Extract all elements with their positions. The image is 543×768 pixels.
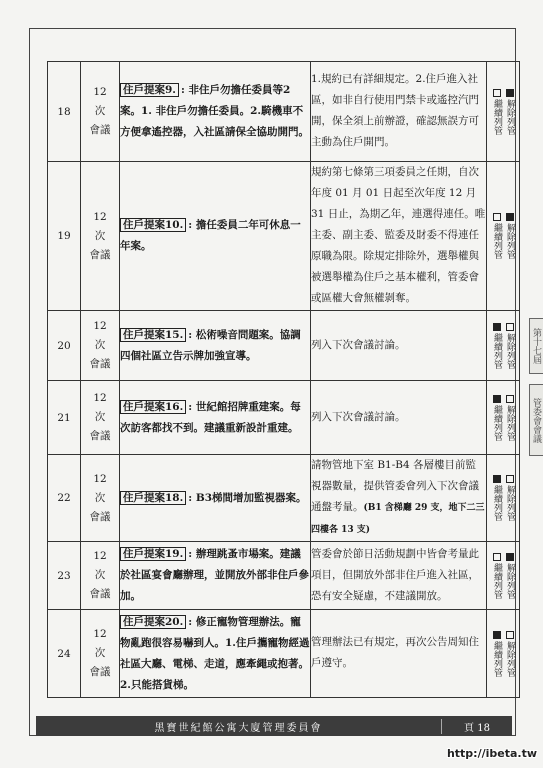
table-row <box>48 162 520 311</box>
resolution-cell <box>311 610 487 698</box>
meeting-count: 12 <box>93 320 107 332</box>
table-row <box>48 381 520 455</box>
continue-label: 繼續列管 <box>492 485 502 521</box>
row-number: 24 <box>48 610 81 698</box>
status-release <box>504 553 515 599</box>
meeting-label: 會議 <box>89 248 111 261</box>
release-checkbox[interactable] <box>506 631 514 639</box>
row-number: 22 <box>48 455 81 542</box>
resolution-text: 請物管地下室 B1-B4 各層樓目前監視器數量，提供管委會列入下次會議通盤考量。 <box>311 459 479 513</box>
resolution-text: 列入下次會議討論。 <box>311 410 406 423</box>
resolution-text: 管委會於節日活動規劃中皆會考量此項目，但開放外部非住戶進入社區，恐有安全疑慮，不建議開放。 <box>311 547 479 602</box>
meeting-unit: 次 <box>94 411 106 423</box>
status-cell <box>487 311 520 381</box>
row-number: 21 <box>48 381 81 455</box>
meeting-label: 會議 <box>89 124 111 136</box>
continue-checkbox[interactable] <box>493 553 501 561</box>
status-cell <box>487 62 520 162</box>
proposal-text: : 松術噪音問題案。協調四個社區立告示牌加強宣導。 <box>120 328 301 362</box>
status-cell <box>487 542 520 610</box>
meeting-count: 12 <box>93 550 107 562</box>
release-label: 解除列管 <box>505 223 515 259</box>
release-label: 解除列管 <box>505 332 515 369</box>
proposal-tag: 住戶提案19. <box>120 547 186 561</box>
resolution-cell <box>311 311 487 381</box>
resolution-cell <box>311 542 487 610</box>
resolution-cell <box>311 62 487 162</box>
footer-title: 黑寶世紀館公寓大廈管理委員會 <box>154 722 323 734</box>
status-continue <box>491 89 502 135</box>
watermark-url: http://ibeta.tw <box>446 747 537 760</box>
status-continue <box>491 631 502 677</box>
release-label: 解除列管 <box>505 640 515 677</box>
row-number: 18 <box>48 62 81 162</box>
meeting-unit: 次 <box>94 569 106 581</box>
meeting-cell <box>81 62 120 162</box>
meeting-unit: 次 <box>94 339 106 351</box>
proposal-tag: 住戶提案16. <box>120 400 186 414</box>
proposal-cell <box>120 311 311 381</box>
meeting-count: 12 <box>93 392 107 404</box>
proposal-text: : 修正寵物管理辦法。寵物亂跑很容易嚇到人。1.住戶攜寵物經過社區大廳、電梯、走道，應牽繩或抱著。2.只能搭貨梯。 <box>120 615 310 691</box>
status-continue <box>491 395 502 441</box>
resolution-text: 管理辦法已有規定，再次公告周知住戶遵守。 <box>311 636 479 669</box>
proposal-cell <box>120 610 311 698</box>
meeting-count: 12 <box>93 472 107 485</box>
status-release <box>504 475 515 521</box>
meeting-label: 會議 <box>89 358 111 370</box>
side-tab-meeting[interactable]: 管委會會議 <box>529 384 543 456</box>
meeting-cell <box>81 311 120 381</box>
continue-checkbox[interactable] <box>493 395 501 403</box>
table-row <box>48 62 520 162</box>
meeting-unit: 次 <box>94 105 106 117</box>
continue-label: 繼續列管 <box>492 562 502 599</box>
meeting-count: 12 <box>93 628 107 640</box>
resolution-note: (B1 含梯廳 29 支，地下二三四樓各 13 支) <box>311 503 485 535</box>
resolution-cell <box>311 455 487 542</box>
proposal-tag: 住戶提案20. <box>120 615 186 629</box>
status-options <box>487 211 519 261</box>
continue-label: 繼續列管 <box>492 332 502 369</box>
proposal-text: : B3梯間增加監視器案。 <box>188 491 307 504</box>
resolution-text: 規約第七條第三項委員之任期，自次年度 01 月 01 日起至次年度 12 月 31 日止，為期乙年，連選得連任。唯主委、副主委、監委及財委不得連任原職為限。除規定排除外，選舉權與被選舉權為住戶之基本權利，管委會或區權大會無權剝奪。 <box>311 166 486 304</box>
resolution-cell <box>311 381 487 455</box>
continue-label: 繼續列管 <box>492 640 502 677</box>
proposal-cell <box>120 62 311 162</box>
proposal-tag: 住戶提案9. <box>120 83 179 97</box>
continue-checkbox[interactable] <box>493 323 501 331</box>
table-row <box>48 542 520 610</box>
minutes-table <box>47 61 520 698</box>
status-cell <box>487 610 520 698</box>
table-row <box>48 455 520 542</box>
release-checkbox[interactable] <box>506 395 514 403</box>
footer-page-number: 頁 18 <box>441 719 512 734</box>
continue-checkbox[interactable] <box>493 213 501 221</box>
meeting-label: 會議 <box>89 666 111 678</box>
release-label: 解除列管 <box>505 98 515 135</box>
status-continue <box>491 553 502 599</box>
proposal-text: : 非住戶勿擔任委員等2案。1. 非住戶勿擔任委員。2.騎機車不方便拿遙控器，入社區請保全協助開門。 <box>120 84 309 138</box>
status-release <box>504 395 515 441</box>
proposal-text: : 世紀館招牌重建案。每次訪客都找不到。建議重新設計重建。 <box>120 400 301 434</box>
continue-checkbox[interactable] <box>493 631 501 639</box>
continue-label: 繼續列管 <box>492 223 502 259</box>
meeting-label: 會議 <box>89 588 111 600</box>
proposal-text: : 擔任委員二年可休息一年案。 <box>120 219 301 252</box>
status-release <box>504 323 515 369</box>
status-release <box>504 631 515 677</box>
resolution-cell <box>311 162 487 311</box>
release-checkbox[interactable] <box>506 323 514 331</box>
meeting-unit: 次 <box>94 647 106 659</box>
status-options <box>487 393 519 443</box>
continue-checkbox[interactable] <box>493 475 501 483</box>
release-checkbox[interactable] <box>506 89 514 97</box>
status-options <box>487 87 519 137</box>
table-row <box>48 311 520 381</box>
proposal-tag: 住戶提案15. <box>120 328 186 342</box>
status-release <box>504 213 515 259</box>
status-options <box>487 473 519 523</box>
status-cell <box>487 381 520 455</box>
status-options <box>487 321 519 371</box>
row-number: 23 <box>48 542 81 610</box>
meeting-unit: 次 <box>94 229 106 242</box>
proposal-cell <box>120 455 311 542</box>
meeting-cell <box>81 381 120 455</box>
proposal-text: : 辦理跳蚤市場案。建議於社區宴會廳辦理，並開放外部非住戶參加。 <box>120 548 309 602</box>
release-label: 解除列管 <box>505 562 515 599</box>
resolution-text: 列入下次會議討論。 <box>311 338 406 351</box>
status-release <box>504 89 515 135</box>
proposal-cell <box>120 162 311 311</box>
row-number: 20 <box>48 311 81 381</box>
meeting-unit: 次 <box>94 491 106 504</box>
row-number: 19 <box>48 162 81 311</box>
meeting-count: 12 <box>93 86 107 98</box>
release-checkbox[interactable] <box>506 213 514 221</box>
continue-label: 繼續列管 <box>492 98 502 135</box>
proposal-tag: 住戶提案18. <box>120 491 186 505</box>
status-continue <box>491 323 502 369</box>
release-checkbox[interactable] <box>506 553 514 561</box>
release-checkbox[interactable] <box>506 475 514 483</box>
status-cell <box>487 162 520 311</box>
meeting-count: 12 <box>93 210 107 223</box>
status-continue <box>491 475 502 521</box>
status-continue <box>491 213 502 259</box>
page-footer <box>36 716 512 736</box>
meeting-cell <box>81 542 120 610</box>
table-row <box>48 610 520 698</box>
status-options <box>487 551 519 601</box>
proposal-tag: 住戶提案10. <box>120 218 186 232</box>
meeting-label: 會議 <box>89 510 111 523</box>
status-options <box>487 629 519 679</box>
status-cell <box>487 455 520 542</box>
meeting-cell <box>81 162 120 311</box>
meeting-label: 會議 <box>89 430 111 442</box>
meeting-cell <box>81 455 120 542</box>
continue-checkbox[interactable] <box>493 89 501 97</box>
proposal-cell <box>120 381 311 455</box>
continue-label: 繼續列管 <box>492 404 502 441</box>
minutes-table-body <box>48 62 520 698</box>
meeting-cell <box>81 610 120 698</box>
release-label: 解除列管 <box>505 485 515 521</box>
resolution-text: 1.規約已有詳細規定。2.住戶進入社區，如非自行使用門禁卡或遙控汽門開，保全須上前辦證，確認無誤方可主動為住戶開門。 <box>311 73 479 148</box>
side-tab-term[interactable]: 第十七屆 <box>529 318 543 374</box>
release-label: 解除列管 <box>505 404 515 441</box>
proposal-cell <box>120 542 311 610</box>
